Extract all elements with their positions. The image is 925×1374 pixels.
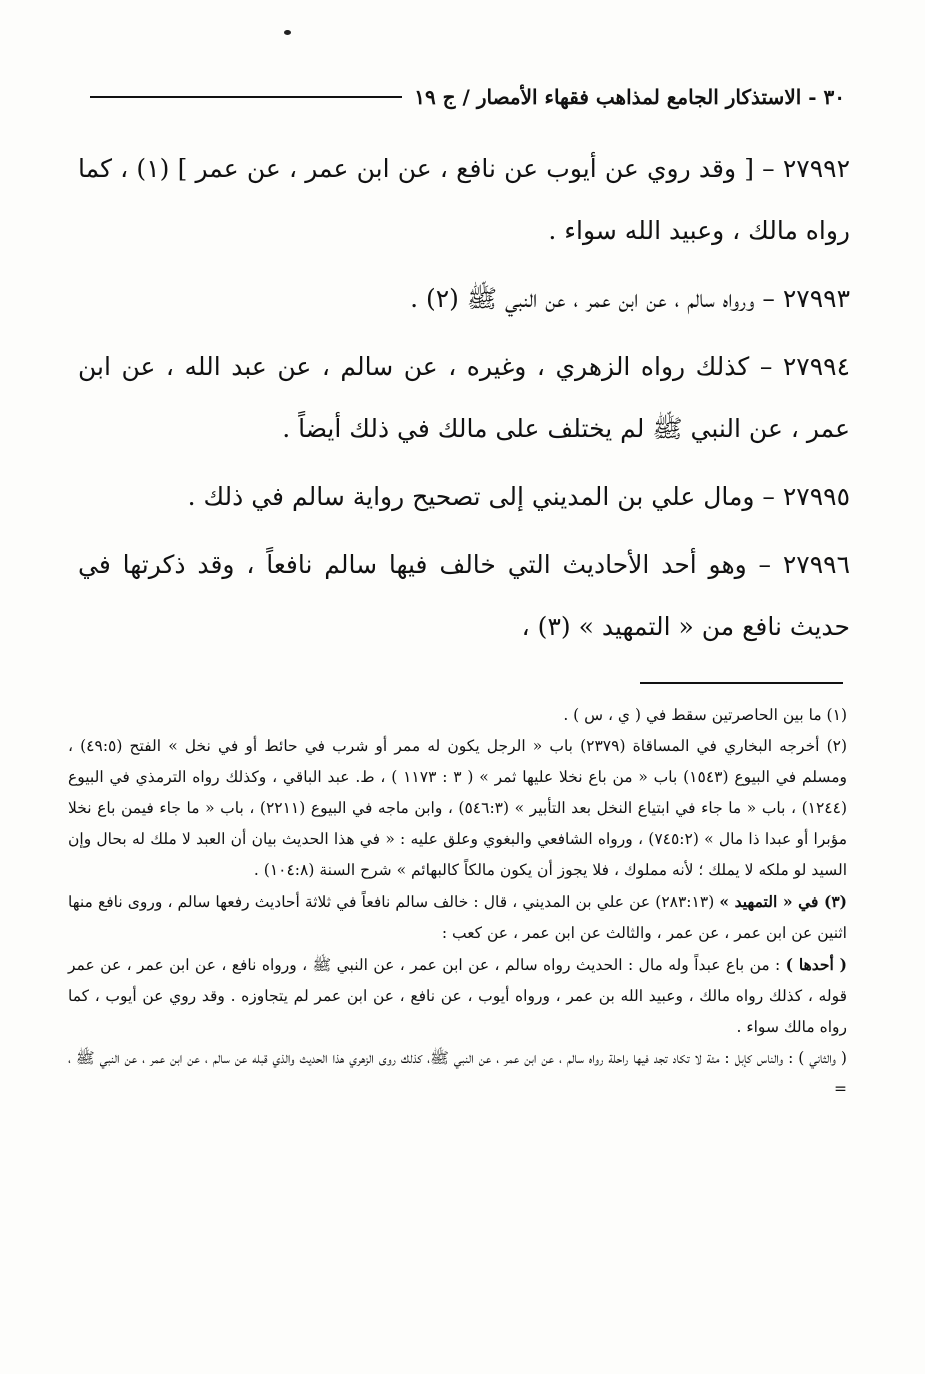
paragraph-text: – وهو أحد الأحاديث التي خالف فيها سالم نافعاً ، وقد ذكرتها في حديث نافع من « التمهيد » (٣) ، <box>78 550 850 641</box>
running-header <box>90 80 845 114</box>
paragraph-text: – ومال علي بن المديني إلى تصحيح رواية سالم في ذلك . <box>187 482 775 511</box>
header-title: ٣٠ - الاستذكار الجامع لمذاهب فقهاء الأمصار / ج ١٩ <box>414 85 845 109</box>
paragraph-27995 <box>78 466 850 528</box>
paragraph-number: ٢٧٩٩٤ <box>782 352 850 381</box>
paragraph-number: ٢٧٩٩٣ <box>782 284 850 313</box>
footnote-3-label: (٣) في « التمهيد » <box>719 892 847 911</box>
main-text <box>78 138 850 664</box>
header-rule <box>90 96 402 98</box>
footnote-3 <box>68 886 847 949</box>
paragraph-27992 <box>78 138 850 262</box>
paragraph-text: – كذلك رواه الزهري ، وغيره ، عن سالم ، عن عبد الله ، عن ابن عمر ، عن النبي ﷺ لم يختلف على مالك في ذلك أيضاً . <box>78 352 850 443</box>
second-text: : والناس كإبل : مئة لا تكاد تجد فيها راحلة رواه سالم ، عن ابن عمر ، عن النبي ﷺ، كذلك روى الزهري هذا الحديث والذي قبله عن سالم ، عن ابن عمر ، عن النبي ﷺ ، = <box>68 1049 847 1098</box>
second-label: ( والثاني ) <box>798 1049 847 1067</box>
paragraph-27994 <box>78 336 850 460</box>
paragraph-number: ٢٧٩٩٦ <box>782 550 850 579</box>
paragraph-text: – [ وقد روي عن أيوب عن نافع ، عن ابن عمر ، عن عمر ] (١) ، كما رواه مالك ، وعبيد الله سواء . <box>78 154 850 245</box>
paragraph-number: ٢٧٩٩٢ <box>782 154 850 183</box>
footnote-1: (١) ما بين الحاصرتين سقط في ( ي ، س ) . <box>563 706 847 724</box>
paragraph-text: – ورواه سالم ، عن ابن عمر ، عن النبي ﷺ (٢) . <box>410 284 775 313</box>
footnote-3-text: (٢٨٣:١٣) عن علي بن المديني ، قال : خالف سالم نافعاً في ثلاثة أحاديث رفعها سالم ، وروى نافع منها اثنين عن ابن عمر ، عن عمر ، والثالث عن ابن عمر ، عن كعب : <box>68 893 847 942</box>
footnote-2: (٢) أخرجه البخاري في المساقاة (٢٣٧٩) باب « الرجل يكون له ممر أو شرب في حائط أو في نخل » الفتح (٤٩:٥) ، ومسلم في البيوع (١٥٤٣) باب « من باع نخلا عليها ثمر » ( ٣ : ١١٧٣ ) ، ط. عبد الباقي ، وكذلك رواه الترمذي في البيوع (١٢٤٤) ، باب « ما جاء في ابتياع النخل بعد التأبير » (٥٤٦:٣) ، وابن ماجه في البيوع (٢٢١١) ، باب « ما جاء فيمن باع نخلا مؤبرا أو عبدا ذا مال » (٧٤٥:٢) ، ورواه الشافعي والبغوي وعلق عليه : « في هذا الحديث بيان أن العبد لا ملك له بحال وإن السيد لو ملكه لا يملك ؛ لأنه مملوك ، فلا يجوز أن يكون مالكاً كالبهائم » شرح السنة (١٠٤:٨) . <box>68 737 848 879</box>
paragraph-27993 <box>78 268 850 330</box>
footnotes <box>68 700 847 1105</box>
footnote-3-first <box>68 949 847 1043</box>
ink-dot <box>284 30 291 35</box>
first-text: : من باع عبداً وله مال : الحديث رواه سالم ، عن ابن عمر ، عن النبي ﷺ ، ورواه نافع ، عن ابن عمر ، عن عمر قوله ، كذلك رواه مالك ، وعبيد الله بن عمر ، ورواه أيوب ، عن نافع ، عن ابن عمر لم يتجاوزه . وقد روي عن أيوب ، كما رواه مالك سواء . <box>68 956 847 1036</box>
paragraph-27996 <box>78 534 850 658</box>
footnote-3-second <box>68 1043 847 1105</box>
first-label: ( أحدها ) <box>785 955 847 974</box>
paragraph-number: ٢٧٩٩٥ <box>782 482 850 511</box>
footnote-separator <box>640 682 843 684</box>
